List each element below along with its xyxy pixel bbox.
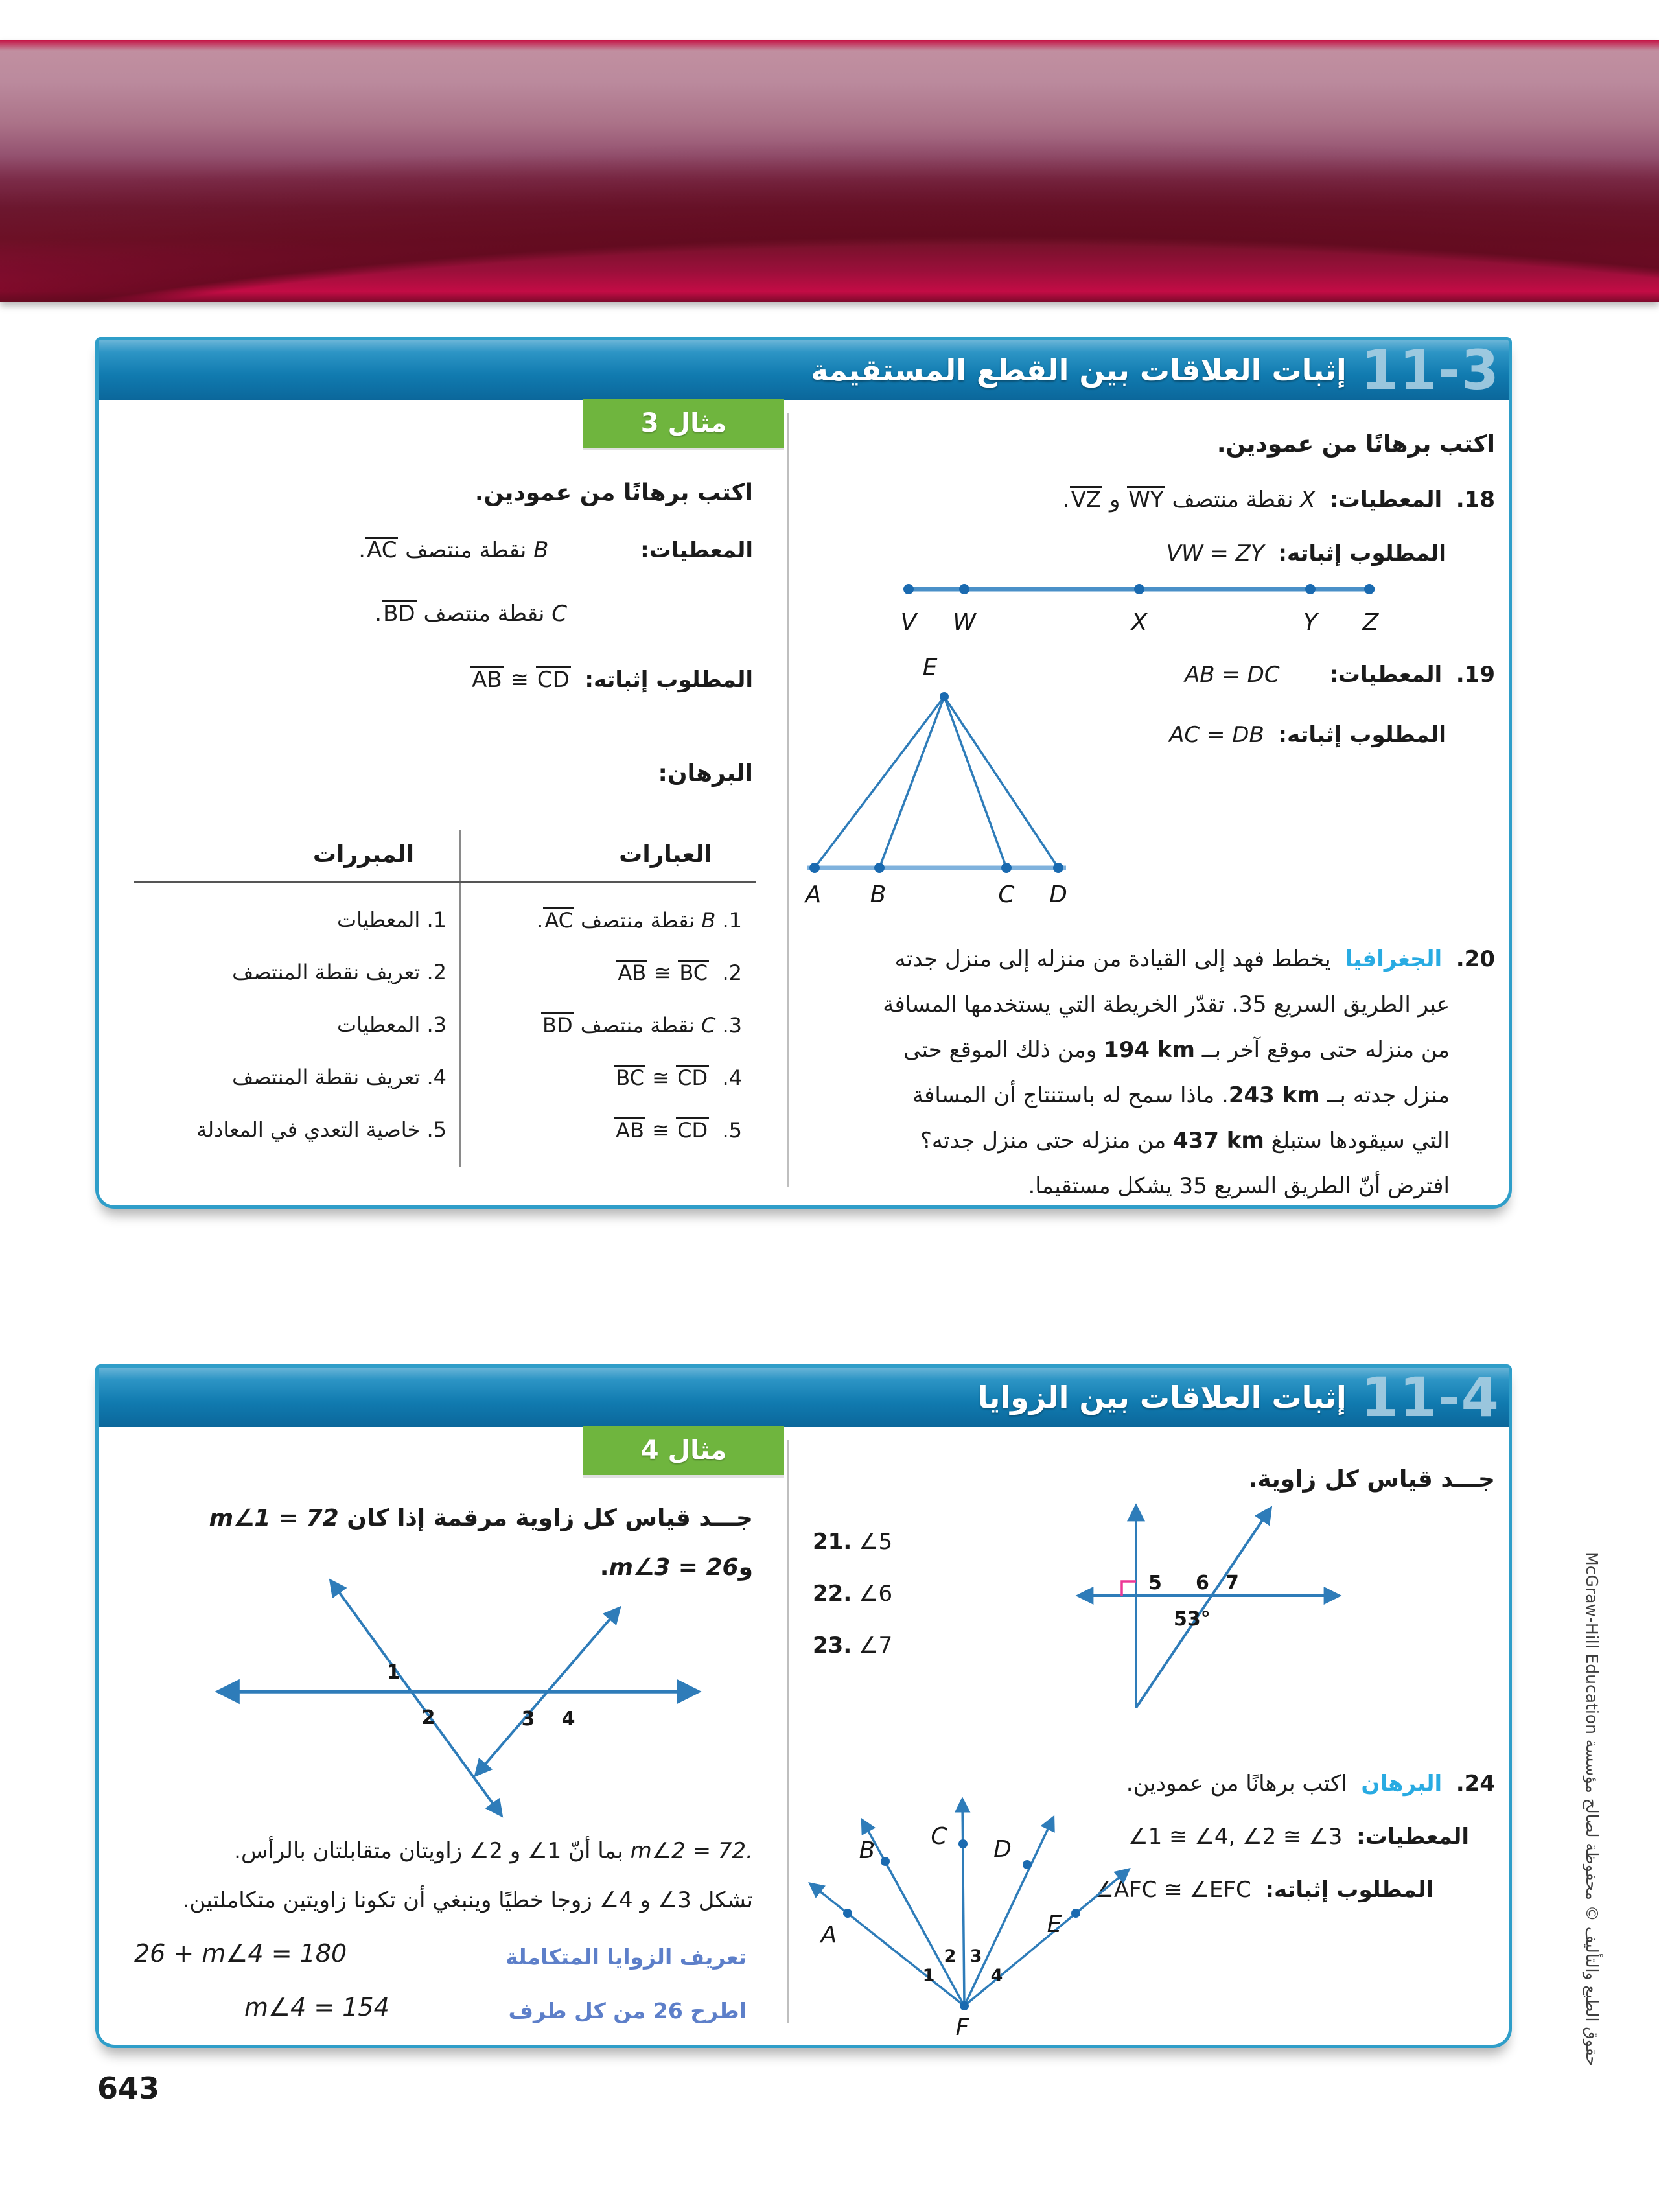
problem-20-line2: عبر الطريق السريع 35. تقدّر الخريطة التي يستخدمها المسافة xyxy=(883,992,1450,1018)
reason-row-2: 2. تعريف نقطة المنتصف xyxy=(232,960,447,984)
angle-label-1: 1 xyxy=(922,1966,935,1986)
example-4-para2: تشكل ∠3 و ∠4 زوجا خطيًا وينبغي أن تكونا زاويتين متكاملتين. xyxy=(182,1887,753,1913)
reason-row-3: 3. المعطيات xyxy=(336,1012,447,1037)
angle-label-1: 1 xyxy=(386,1661,400,1684)
angle-label-6: 6 xyxy=(1196,1572,1209,1594)
point-label-v: V xyxy=(900,609,917,636)
angle-label-2: 2 xyxy=(421,1706,435,1729)
point-label-e: E xyxy=(1047,1911,1062,1938)
equation-1: 26 + m∠4 = 180 xyxy=(134,1939,347,1968)
example-3-given1: المعطيات: B نقطة منتصف AC. xyxy=(358,537,753,563)
equation-2-reason: اطرح 26 من كل طرف xyxy=(508,1998,747,2023)
example-3-proof-label: البرهان: xyxy=(658,760,753,787)
section-11-3 xyxy=(95,337,1512,1209)
proof-table xyxy=(134,830,756,1183)
point-label-a: A xyxy=(805,881,822,908)
example-3-tab xyxy=(583,399,784,448)
example-4-statement-line1: جـــد قياس كل زاوية مرقمة إذا كان m∠1 = 72 xyxy=(209,1505,753,1531)
figure-angles-567 xyxy=(1060,1484,1358,1730)
figure-lines-1234 xyxy=(199,1562,717,1821)
reason-row-4: 4. تعريف نقطة المنتصف xyxy=(232,1065,447,1089)
point-label-c: C xyxy=(931,1823,947,1850)
statement-row-3: 3. C نقطة منتصف BD xyxy=(542,1013,742,1038)
problem-24-intro: 24. البرهان اكتب برهانًا من عمودين. xyxy=(1126,1771,1495,1797)
point-label-e: E xyxy=(922,655,938,681)
reason-row-5: 5. خاصية التعدي في المعادلة xyxy=(196,1117,447,1142)
example-3-label: مثال 3 xyxy=(640,408,727,438)
example-4-label: مثال 4 xyxy=(640,1436,727,1465)
problem-20-line5: التي سيقودها ستبلغ 437 km من منزله حتى منزل جدته؟ xyxy=(920,1128,1450,1154)
figure-fan-abcdef xyxy=(800,1792,1144,2045)
example-3-prove: المطلوب إثباته: AB ≅ CD xyxy=(472,667,753,693)
statement-row-4: 4. BC ≅ CD xyxy=(616,1065,742,1090)
angle-label-53deg: 53° xyxy=(1174,1608,1211,1631)
point-label-b: B xyxy=(870,881,887,908)
example-3-given2: C نقطة منتصف BD. xyxy=(375,601,567,627)
point-label-c: C xyxy=(998,881,1015,908)
problem-20 xyxy=(811,937,1495,1209)
column-header-reasons: المبررات xyxy=(312,841,415,868)
point-label-d: D xyxy=(993,1836,1012,1863)
example-4-tab xyxy=(583,1426,784,1475)
lesson-number: 11-4 xyxy=(1360,1366,1500,1429)
column-header-statements: العبارات xyxy=(619,841,712,868)
equation-1-reason: تعريف الزوايا المتكاملة xyxy=(505,1944,747,1970)
column-divider xyxy=(787,413,789,1187)
angle-label-7: 7 xyxy=(1225,1572,1239,1594)
problem-24-prove: المطلوب إثباته: ∠AFC ≅ ∠EFC xyxy=(1094,1877,1433,1903)
point-label-z: Z xyxy=(1362,609,1379,636)
problem-19-given: 19. المعطيات: AB = DC xyxy=(1184,662,1495,688)
copyright-sidebar: حقوق الطبع والتأليف © محفوظة لصالح مؤسسة McGraw-Hill Education xyxy=(1583,1552,1601,2066)
right-angle-mark xyxy=(1122,1581,1136,1596)
problem-18-prove: المطلوب إثباته: VW = ZY xyxy=(1166,541,1446,566)
problem-23: 23. ∠7 xyxy=(813,1633,893,1659)
example-4-statement-line2: وm∠3 = 26. xyxy=(599,1554,753,1581)
problems-21-23-intro: جـــد قياس كل زاوية. xyxy=(1248,1466,1495,1493)
page-number: 643 xyxy=(97,2071,160,2106)
figure-segment-vwxyz xyxy=(894,568,1387,640)
angle-label-3: 3 xyxy=(521,1708,535,1730)
top-banner xyxy=(0,40,1659,302)
statement-row-2: 2. AB ≅ BC xyxy=(618,960,742,985)
section-11-4-header xyxy=(99,1368,1509,1427)
point-label-x: X xyxy=(1131,609,1148,636)
lesson-title: إثبات العلاقات بين الزوايا xyxy=(977,1380,1347,1415)
problem-21: 21. ∠5 xyxy=(813,1529,893,1555)
proof-table-rule xyxy=(134,881,756,883)
problem-22: 22. ∠6 xyxy=(813,1581,893,1607)
angle-label-5: 5 xyxy=(1148,1572,1162,1594)
statement-row-1: 1. B نقطة منتصف AC. xyxy=(537,908,742,933)
angle-label-4: 4 xyxy=(990,1966,1003,1986)
problems-intro: اكتب برهانًا من عمودين. xyxy=(1216,431,1495,458)
lesson-title: إثبات العلاقات بين القطع المستقيمة xyxy=(810,353,1347,388)
column-divider xyxy=(787,1440,789,2023)
angle-label-2: 2 xyxy=(944,1946,957,1966)
reason-row-1: 1. المعطيات xyxy=(336,907,447,932)
point-label-w: W xyxy=(953,609,976,636)
problem-20-line3: من منزله حتى موقع آخر بــ 194 km ومن ذلك الموقع حتى xyxy=(903,1037,1450,1063)
section-11-3-header xyxy=(99,340,1509,400)
equation-2: m∠4 = 154 xyxy=(244,1993,389,2021)
figure-triangle-eabcd xyxy=(800,640,1073,918)
point-label-a: A xyxy=(820,1922,837,1948)
problem-20-line6: افترض أنّ الطريق السريع 35 يشكل مستقيما. xyxy=(1028,1173,1450,1199)
problem-20-line4: منزل جدته بــ 243 km. ماذا سمح له باستنتاج أن المسافة xyxy=(912,1082,1450,1108)
example-4-para1: m∠2 = 72. بما أنّ ∠1 و ∠2 زاويتان متقابلتان بالرأس. xyxy=(234,1838,753,1864)
problem-24-given: المعطيات: ∠1 ≅ ∠4, ∠2 ≅ ∠3 xyxy=(1128,1824,1469,1850)
problem-18-given: 18. المعطيات: X نقطة منتصف WY و VZ. xyxy=(1062,487,1495,513)
example-3-intro: اكتب برهانًا من عمودين. xyxy=(474,480,753,506)
point-label-f: F xyxy=(955,2014,969,2041)
point-label-b: B xyxy=(859,1837,876,1864)
lesson-number: 11-3 xyxy=(1360,338,1500,402)
statement-row-5: 5. AB ≅ CD xyxy=(616,1118,742,1143)
angle-label-4: 4 xyxy=(561,1708,575,1730)
point-label-d: D xyxy=(1049,881,1067,908)
angle-label-3: 3 xyxy=(969,1946,982,1966)
problem-19-prove: المطلوب إثباته: AC = DB xyxy=(1169,722,1446,748)
proof-table-divider xyxy=(459,830,461,1167)
point-label-y: Y xyxy=(1303,609,1317,636)
section-11-4 xyxy=(95,1364,1512,2048)
problem-20-line1: 20. الجغرافيا يخطط فهد إلى القيادة من منزله إلى منزل جدته xyxy=(894,946,1495,972)
